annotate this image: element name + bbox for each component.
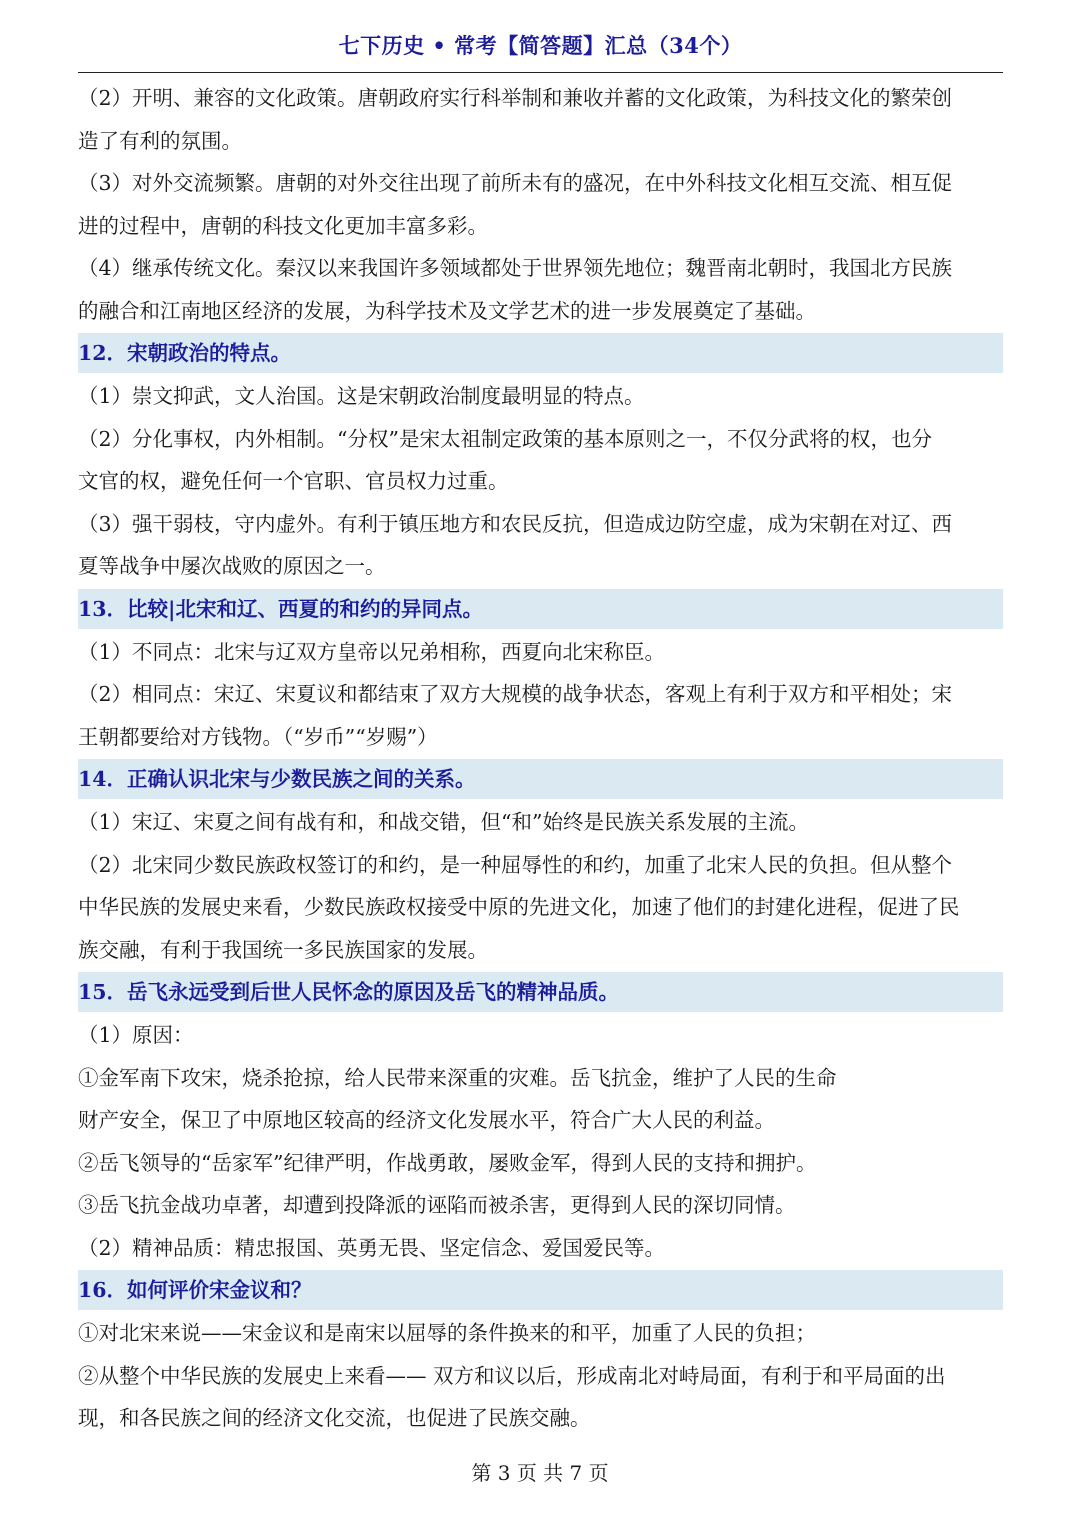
answer-line: 王朝都要给对方钱物。（“岁币”“岁赐”） xyxy=(78,724,438,749)
question-heading: 12．宋朝政治的特点。 xyxy=(78,333,1003,373)
answer-line: （2）开明、兼容的文化政策。唐朝政府实行科举制和兼收并蓄的文化政策，为科技文化的繁荣创 xyxy=(78,86,953,110)
answer-line: 中华民族的发展史来看，少数民族政权接受中原的先进文化，加速了他们的封建化进程，促进了民 xyxy=(78,895,960,919)
question-heading: 13．比较|北宋和辽、西夏的和约的异同点。 xyxy=(78,589,1003,629)
page-number: 第 3 页 共 7 页 xyxy=(471,1461,609,1485)
answer-line: 现，和各民族之间的经济文化交流，也促进了民族交融。 xyxy=(78,1406,591,1430)
question-heading: 16．如何评价宋金议和？ xyxy=(78,1270,1003,1310)
answer-line: （1）崇文抑武，文人治国。这是宋朝政治制度最明显的特点。 xyxy=(78,384,645,408)
answer-line: 夏等战争中屡次战败的原因之一。 xyxy=(78,554,386,578)
answer-line: （4）继承传统文化。秦汉以来我国许多领域都处于世界领先地位；魏晋南北朝时，我国北方民族 xyxy=(78,256,953,280)
answer-line: 造了有利的氛围。 xyxy=(78,128,242,153)
document-body xyxy=(78,77,1003,1440)
answer-line: 文官的权，避免任何一个官职、官员权力过重。 xyxy=(78,469,509,493)
answer-line: （1）宋辽、宋夏之间有战有和，和战交错，但“和”始终是民族关系发展的主流。 xyxy=(78,810,810,834)
answer-line: 进的过程中，唐朝的科技文化更加丰富多彩。 xyxy=(78,213,488,238)
answer-line: 的融合和江南地区经济的发展，为科学技术及文学艺术的进一步发展奠定了基础。 xyxy=(78,298,816,323)
answer-line: 族交融，有利于我国统一多民族国家的发展。 xyxy=(78,937,488,962)
answer-line: （2）北宋同少数民族政权签订的和约，是一种屈辱性的和约，加重了北宋人民的负担。但从整个 xyxy=(78,852,953,877)
answer-line: （2）分化事权，内外相制。“分权”是宋太祖制定政策的基本原则之一，不仅分武将的权，也分 xyxy=(78,426,933,451)
answer-line: ②岳飞领导的“岳家军”纪律严明，作战勇敢，屡败金军，得到人民的支持和拥护。 xyxy=(78,1150,817,1175)
answer-line: （2）精神品质：精忠报国、英勇无畏、坚定信念、爱国爱民等。 xyxy=(78,1235,666,1260)
answer-line: （1）原因： xyxy=(78,1023,194,1047)
question-heading: 15．岳飞永远受到后世人民怀念的原因及岳飞的精神品质。 xyxy=(78,972,1003,1012)
document-title: 七下历史 • 常考【简答题】汇总（34个） xyxy=(338,33,743,58)
question-heading: 14．正确认识北宋与少数民族之间的关系。 xyxy=(78,759,1003,799)
answer-line: （3）对外交流频繁。唐朝的对外交往出现了前所未有的盛况，在中外科技文化相互交流、相互促 xyxy=(78,171,953,195)
answer-line: ①金军南下攻宋，烧杀抢掠，给人民带来深重的灾难。岳飞抗金，维护了人民的生命 xyxy=(78,1065,837,1090)
answer-line: 财产安全，保卫了中原地区较高的经济文化发展水平，符合广大人民的利益。 xyxy=(78,1108,775,1132)
answer-line: （3）强干弱枝，守内虚外。有利于镇压地方和农民反抗，但造成边防空虚，成为宋朝在对辽、西 xyxy=(78,511,953,536)
answer-line: ③岳飞抗金战功卓著，却遭到投降派的诬陷而被杀害，更得到人民的深切同情。 xyxy=(78,1193,796,1217)
answer-line: ②从整个中华民族的发展史上来看—— 双方和议以后，形成南北对峙局面，有利于和平局面的出 xyxy=(78,1363,946,1388)
answer-line: （2）相同点：宋辽、宋夏议和都结束了双方大规模的战争状态，客观上有利于双方和平相处；宋 xyxy=(78,682,953,706)
answer-line: （1）不同点：北宋与辽双方皇帝以兄弟相称，西夏向北宋称臣。 xyxy=(78,639,666,664)
answer-line: ①对北宋来说——宋金议和是南宋以屈辱的条件换来的和平，加重了人民的负担； xyxy=(78,1321,816,1345)
page-header xyxy=(78,0,1003,73)
